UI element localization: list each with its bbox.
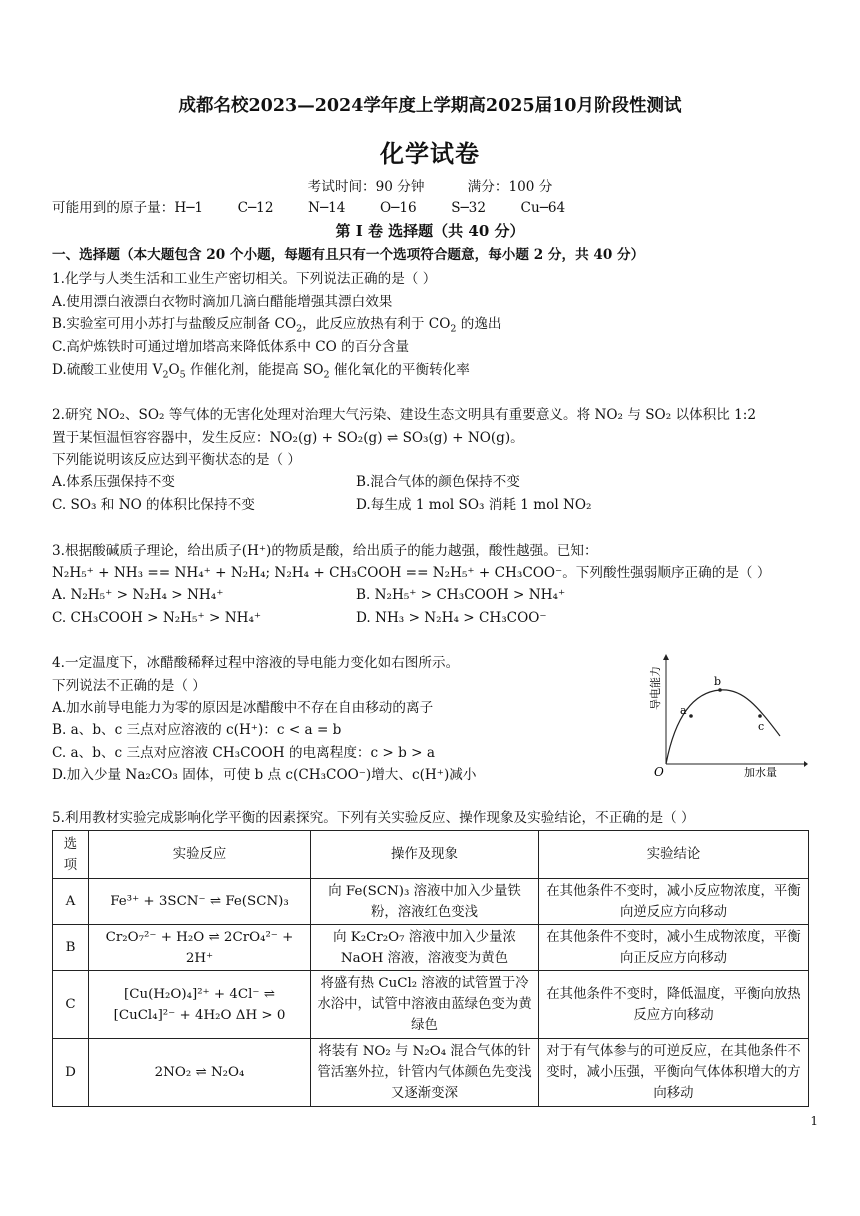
table-row: [53, 879, 809, 925]
q4-option-b: B. a、b、c 三点对应溶液的 c(H⁺)：c < a = b: [52, 722, 342, 738]
point-c-marker: [758, 714, 762, 718]
q2-option-d: D.每生成 1 mol SO₃ 消耗 1 mol NO₂: [356, 497, 592, 513]
point-a-marker: [689, 714, 693, 718]
row-conclusion: 在其他条件不变时，减小反应物浓度，平衡向逆反应方向移动: [539, 879, 809, 925]
label-c: c: [758, 720, 765, 733]
table-header-row: [53, 831, 809, 879]
q3-option-a: A. N₂H₅⁺ > N₂H₄ > NH₄⁺: [52, 587, 224, 603]
label-a: a: [680, 704, 687, 717]
atomic-masses: 可能用到的原子量：H─1 C─12 N─14 O─16 S─32 Cu─64: [52, 200, 566, 216]
q1-d-sub3: 2: [323, 369, 330, 381]
q2-option-c: C. SO₃ 和 NO 的体积比保持不变: [52, 497, 255, 513]
row-option: B: [53, 925, 89, 971]
row-operation: 将盛有热 CuCl₂ 溶液的试管置于冷水浴中，试管中溶液由蓝绿色变为黄绿色: [311, 971, 539, 1039]
q4-option-d: D.加入少量 Na₂CO₃ 固体，可使 b 点 c(CH₃COO⁻)增大、c(H⁺)减小: [52, 767, 477, 783]
row-reaction: Cr₂O₇²⁻ + H₂O ⇌ 2CrO₄²⁻ + 2H⁺: [89, 925, 311, 971]
q1-b-sub: 2: [296, 323, 303, 335]
q3-option-c: C. CH₃COOH > N₂H₅⁺ > NH₄⁺: [52, 610, 262, 626]
q4-line1: 4.一定温度下，冰醋酸稀释过程中溶液的导电能力变化如右图所示。: [52, 655, 460, 671]
row-conclusion: 在其他条件不变时，降低温度，平衡向放热反应方向移动: [539, 971, 809, 1039]
row-option: D: [53, 1039, 89, 1107]
row-operation: 将装有 NO₂ 与 N₂O₄ 混合气体的针管活塞外拉，针管内气体颜色先变浅又逐渐变深: [311, 1039, 539, 1107]
row-operation: 向 Fe(SCN)₃ 溶液中加入少量铁粉，溶液红色变浅: [311, 879, 539, 925]
q1-b-text: B.实验室可用小苏打与盐酸反应制备 CO: [52, 316, 297, 332]
q4-option-c: C. a、b、c 三点对应溶液 CH₃COOH 的电离程度：c > b > a: [52, 745, 435, 761]
header-reaction: 实验反应: [89, 831, 311, 879]
q1-d-text: D.硫酸工业使用 V: [52, 362, 163, 378]
experiment-table: [52, 830, 809, 1107]
q1-option-a: A.使用漂白液漂白衣物时滴加几滴白醋能增强其漂白效果: [52, 294, 393, 310]
exam-info: 考试时间：90 分钟 满分：100 分: [307, 179, 553, 195]
table-row: [53, 971, 809, 1039]
header-operation: 操作及现象: [311, 831, 539, 879]
q3-option-b: B. N₂H₅⁺ > CH₃COOH > NH₄⁺: [356, 587, 566, 603]
q2-line2: 置于某恒温恒容容器中，发生反应：NO₂(g) + SO₂(g) ⇌ SO₃(g) + NO(g)。: [52, 430, 524, 446]
q1-d-text4: 催化氧化的平衡转化率: [329, 362, 470, 378]
q1-option-b: [52, 314, 502, 334]
y-axis-arrow: [663, 654, 669, 660]
q1-d-sub1: 2: [162, 369, 169, 381]
q5-stem: 5.利用教材实验完成影响化学平衡的因素探究。下列有关实验反应、操作现象及实验结论，不正确的是（ ）: [52, 810, 695, 826]
q1-d-text3: 作催化剂，能提高 SO: [185, 362, 324, 378]
q2-option-b: B.混合气体的颜色保持不变: [356, 474, 520, 490]
exam-title: 成都名校2023—2024学年度上学期高2025届10月阶段性测试: [178, 96, 682, 116]
q2-line3: 下列能说明该反应达到平衡状态的是（ ）: [52, 452, 302, 468]
header-conclusion: 实验结论: [539, 831, 809, 879]
x-axis-label: 加水量: [744, 766, 777, 779]
q4-option-a: A.加水前导电能力为零的原因是冰醋酸中不存在自由移动的离子: [52, 700, 434, 716]
q1-d-sub2: 5: [179, 369, 186, 381]
page-number: 1: [810, 1114, 818, 1128]
q3-line1: 3.根据酸碱质子理论，给出质子(H⁺)的物质是酸，给出质子的能力越强，酸性越强。已知：: [52, 543, 598, 559]
section-heading: 第 I 卷 选择题（共 40 分）: [335, 222, 525, 240]
q3-line2: N₂H₅⁺ + NH₃ == NH₄⁺ + N₂H₄; N₂H₄ + CH₃COOH == N₂H₅⁺ + CH₃COO⁻。下列酸性强弱顺序正确的是（ ）: [52, 565, 771, 581]
row-reaction: Fe³⁺ + 3SCN⁻ ⇌ Fe(SCN)₃: [89, 879, 311, 925]
part-heading: 一、选择题（本大题包含 20 个小题，每题有且只有一个选项符合题意，每小题 2 分，共 40 分）: [52, 247, 645, 263]
q1-option-d: [52, 360, 470, 380]
header-option: 选项: [53, 831, 89, 879]
conductivity-diagram: [648, 652, 808, 782]
row-conclusion: 在其他条件不变时，减小生成物浓度，平衡向正反应方向移动: [539, 925, 809, 971]
row-conclusion: 对于有气体参与的可逆反应，在其他条件不变时，减小压强，平衡向气体体积增大的方向移动: [539, 1039, 809, 1107]
row-option: A: [53, 879, 89, 925]
table-row: [53, 925, 809, 971]
q2-option-a: A.体系压强保持不变: [52, 474, 175, 490]
origin-label: O: [654, 765, 664, 779]
table-row: [53, 1039, 809, 1107]
q1-b-text3: 的逸出: [456, 316, 502, 332]
row-reaction: [Cu(H₂O)₄]²⁺ + 4Cl⁻ ⇌ [CuCl₄]²⁻ + 4H₂O ΔH > 0: [89, 971, 311, 1039]
label-b: b: [714, 675, 722, 688]
q3-option-d: D. NH₃ > N₂H₄ > CH₃COO⁻: [356, 610, 547, 626]
q4-line2: 下列说法不正确的是（ ）: [52, 678, 206, 694]
x-axis-arrow: [804, 761, 808, 767]
y-axis-label: 导电能力: [649, 666, 662, 710]
subject-title: 化学试卷: [380, 139, 480, 168]
q1-b-sub2: 2: [450, 323, 457, 335]
q1-stem: 1.化学与人类生活和工业生产密切相关。下列说法正确的是（ ）: [52, 271, 437, 287]
row-option: C: [53, 971, 89, 1039]
q1-option-c: C.高炉炼铁时可通过增加塔高来降低体系中 CO 的百分含量: [52, 339, 410, 355]
row-operation: 向 K₂Cr₂O₇ 溶液中加入少量浓 NaOH 溶液，溶液变为黄色: [311, 925, 539, 971]
point-b-marker: [718, 688, 722, 692]
row-reaction: 2NO₂ ⇌ N₂O₄: [89, 1039, 311, 1107]
q1-b-text2: ，此反应放热有利于 CO: [302, 316, 451, 332]
q2-line1: 2.研究 NO₂、SO₂ 等气体的无害化处理对治理大气污染、建设生态文明具有重要意义。将 NO₂ 与 SO₂ 以体积比 1:2: [52, 407, 757, 423]
q1-d-text2: O: [168, 362, 180, 378]
